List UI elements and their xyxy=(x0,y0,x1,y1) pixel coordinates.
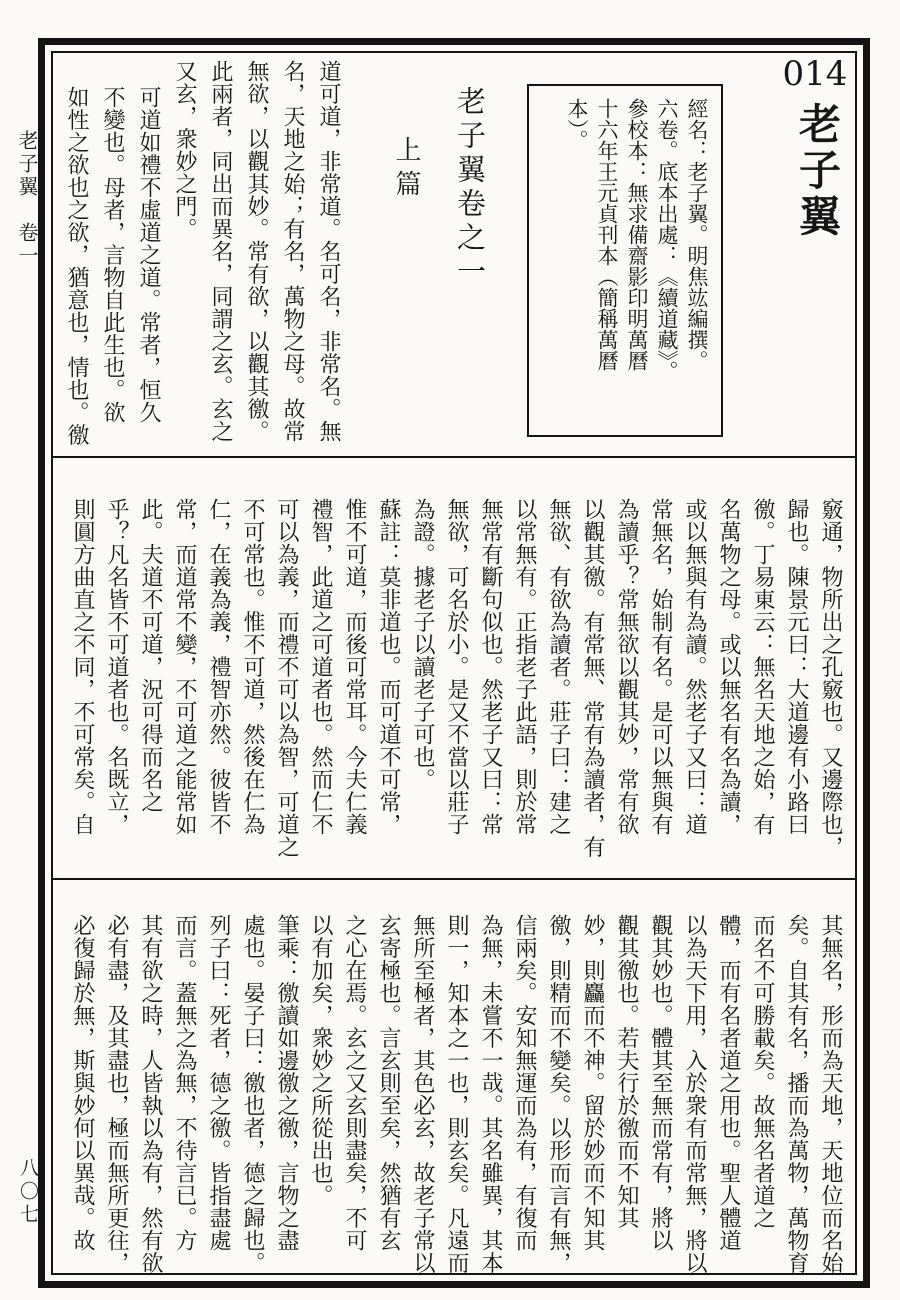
section-divider-bottom xyxy=(53,878,855,880)
text-column: 無欲，以觀其妙。常有欲，以觀其徼。 xyxy=(245,60,270,443)
text-column: 無欲、有欲為讀者。莊子曰：建之 xyxy=(547,498,572,836)
text-column: 必復歸於無，斯與妙何以異哉。故 xyxy=(71,914,96,1252)
text-column: 道可道，非常道。名可名，非常名。無 xyxy=(317,60,342,443)
chapter-title: 老子翼卷之一 xyxy=(453,86,485,290)
text-column: 筆乘：徼讀如邊徼之徼，言物之盡 xyxy=(275,914,300,1252)
text-column: 列子曰：死者，德之徼。皆指盡處 xyxy=(207,914,232,1252)
text-column: 以有加矣，衆妙之所從出也。 xyxy=(309,914,334,1207)
text-column: 竅通，物所出之孔竅也。又邊際也， xyxy=(819,498,844,858)
text-column: 為無，未嘗不一哉。其名雖異，其本 xyxy=(479,914,504,1274)
text-column: 觀其徼也。若夫行於徼而不知其 xyxy=(615,914,640,1229)
text-column: 以觀其徼。有常無、常有為讀者，有 xyxy=(581,498,606,858)
text-column: 不變也。母者，言物自此生也。欲 xyxy=(101,86,126,424)
text-column: 妙，則麤而不神。留於妙而不知其 xyxy=(581,914,606,1252)
text-column: 可以為義，而禮不可以為智，可道之 xyxy=(275,498,300,858)
text-column: 或以無與有為讀。然老子又曰：道 xyxy=(683,498,708,836)
volume-number: 014 xyxy=(782,54,848,94)
text-column: 名，天地之始；有名，萬物之母。故常 xyxy=(281,60,306,443)
text-column: 無常有斷句似也。然老子又曰：常 xyxy=(479,498,504,836)
text-column: 玄寄極也。言玄則至矣，然猶有玄 xyxy=(377,914,402,1252)
text-column: 不可常也。惟不可道，然後在仁為 xyxy=(241,498,266,836)
text-column: 本）。 xyxy=(565,98,589,151)
text-column: 無欲，可名於小。是又不當以莊子 xyxy=(445,498,470,836)
text-column: 矣。自其有名，播而為萬物，萬物育 xyxy=(785,914,810,1274)
text-column: 必有盡，及其盡也，極而無所更往， xyxy=(105,914,130,1274)
section-divider-top xyxy=(53,456,855,458)
text-column: 其無名，形而為天地，天地位而名始 xyxy=(819,914,844,1274)
text-block-top xyxy=(57,60,347,454)
text-column: 為讀乎？常無欲以觀其妙，常有欲 xyxy=(615,498,640,836)
text-column: 仁，在義為義，禮智亦然。彼皆不 xyxy=(207,498,232,836)
text-column: 又玄，衆妙之門。 xyxy=(173,60,198,240)
text-column: 經名：老子翼。明焦竑編撰。 xyxy=(685,98,709,371)
text-column: 則圓方曲直之不同，不可常矣。自 xyxy=(71,498,96,836)
text-column: 可道如禮不虛道之道。常者，恒久 xyxy=(137,86,162,424)
text-column: 常無名，始制有名。是可以無與有 xyxy=(649,498,674,836)
book-title: 老子翼 xyxy=(793,102,839,240)
text-column: 十六年王元貞刊本（簡稱萬曆 xyxy=(595,98,619,371)
text-column: 無所至極者，其色必玄，故老子常以 xyxy=(411,914,436,1274)
text-column: 惟不可道，而後可常耳。今夫仁義 xyxy=(343,498,368,836)
text-column: 乎？凡名皆不可道者也。名既立， xyxy=(105,498,130,836)
text-column: 體，而有名者道之用也。聖人體道 xyxy=(717,914,742,1252)
text-column: 蘇註：莫非道也。而可道不可常， xyxy=(377,498,402,836)
text-column: 以常無有。正指老子此語，則於常 xyxy=(513,498,538,836)
text-column: 如性之欲也之欲，猶意也，情也。徼 xyxy=(65,86,90,446)
text-column: 此。夫道不可道，況可得而名之 xyxy=(139,498,164,813)
page-number: 八〇七 xyxy=(17,1158,38,1227)
text-column: 觀其妙也。體其至無而常有，將以 xyxy=(649,914,674,1252)
text-column: 之心在焉。玄之又玄則盡矣，不可 xyxy=(343,914,368,1252)
text-column: 而言。蓋無之為無，不待言已。方 xyxy=(173,914,198,1252)
text-column: 此兩者，同出而異名，同謂之玄。玄之 xyxy=(209,60,234,443)
text-block-middle xyxy=(58,498,848,874)
text-column: 常，而道常不變，不可道之能常如 xyxy=(173,498,198,836)
text-column: 禮智，此道之可道者也。然而仁不 xyxy=(309,498,334,836)
text-column: 六卷。底本出處：《續道藏》。 xyxy=(655,98,679,382)
part-title: 上篇 xyxy=(392,136,421,204)
spine-margin-label: 老子翼 卷一 xyxy=(15,130,37,268)
text-column: 而名不可勝載矣。故無名者道之 xyxy=(751,914,776,1229)
text-column: 參校本：無求備齋影印明萬曆 xyxy=(625,98,649,371)
text-column: 以為天下用，入於衆有而常無，將以 xyxy=(683,914,708,1274)
text-column: 徼，則精而不變矣。以形而言有無， xyxy=(547,914,572,1274)
text-column: 處也。晏子曰：徼也者，德之歸也。 xyxy=(241,914,266,1274)
text-column: 歸也。陳景元曰：大道邊有小路曰 xyxy=(785,498,810,836)
text-column: 信兩矣。安知無運而為有，有復而 xyxy=(513,914,538,1252)
text-column: 則一，知本之一也，則玄矣。凡遠而 xyxy=(445,914,470,1274)
text-block-bottom xyxy=(58,914,848,1274)
text-column: 名萬物之母。或以無名有名為讀， xyxy=(717,498,742,836)
colophon-box xyxy=(527,84,723,437)
text-column: 徼。丁易東云：無名天地之始，有 xyxy=(751,498,776,836)
text-column: 為證。據老子以讀老子可也。 xyxy=(411,498,436,791)
text-column: 其有欲之時，人皆執以為有，然有欲 xyxy=(139,914,164,1274)
